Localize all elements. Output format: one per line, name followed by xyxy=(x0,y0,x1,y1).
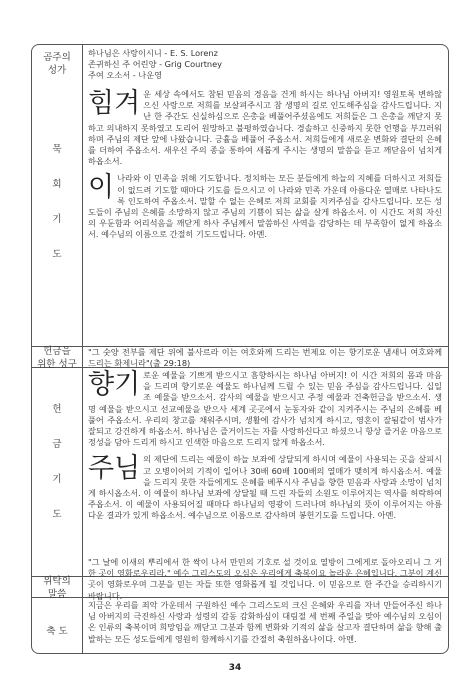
offering-verse: "그 숫양 전부를 제단 위에 불사르라 이는 여호와께 드리는 번제요 이는 향기로운 냄새니 여호와께 드리는 화제니라"(출 29:18) xyxy=(88,347,442,369)
pastoral-prayer-paragraph xyxy=(88,173,442,240)
label-hymn-line2: 성가 xyxy=(47,65,67,76)
drop-cap: 이 xyxy=(88,172,115,204)
benediction-text xyxy=(88,600,442,645)
paragraph-body: 의 제단에 드리는 예물이 하늘 보좌에 상달되게 하시며 예물이 사용되는 곳을 살피시고 오병이어의 기적이 일어나 30배 60배 100배의 열매가 맺히게 하시옵소서. 예물을 드리지 못한 자들에게도 은혜를 베푸시사 주님을 향한 믿음과 사랑과 소망이 넘치게 하시옵소서. 이 예물이 하나님 보좌에 상달될 때 드린 자들의 소원도 이루어지는 역사를 허락하여 주옵소서. 이 예물이 사용되어질 때마다 하나님의 영광이 드러나며 하나님의 뜻이 이루어지는 아름다운 결과가 있게 하옵소서. 예수님으로 이름으로 감사하며 봉헌기도를 드립니다. 아멘. xyxy=(88,454,442,521)
label-offering-prayer-char: 금 xyxy=(52,439,62,450)
label-commission-line1: 위탁의 xyxy=(43,576,71,587)
label-column-divider xyxy=(82,45,83,653)
hymn-item: 존귀하신 주 어린양 - Grig Courtney xyxy=(88,59,222,70)
label-benediction-text: 축 도 xyxy=(46,626,68,637)
label-offering-prayer-char: 도 xyxy=(52,509,62,520)
label-offering-line2: 위한 성구 xyxy=(37,359,77,370)
hymn-item: 주여 오소서 - 나운영 xyxy=(88,70,163,81)
label-offering-line1: 헌금을 xyxy=(43,346,71,357)
label-offering-prayer-char: 헌 xyxy=(52,404,62,415)
offering-verse-text xyxy=(88,347,442,369)
label-pastoral-prayer-char: 묵 xyxy=(52,144,62,155)
worship-order-frame xyxy=(31,44,449,654)
label-pastoral-prayer-char: 도 xyxy=(52,249,62,260)
label-offering-prayer-char: 기 xyxy=(52,474,62,485)
drop-cap: 주님 xyxy=(88,453,141,485)
label-commission-line2: 말씀 xyxy=(47,589,67,600)
label-pastoral-prayer-char: 회 xyxy=(52,179,62,190)
offering-prayer-text xyxy=(88,370,442,522)
hymn-item: 하나님은 사랑이시니 - E. S. Lorenz xyxy=(88,48,218,58)
paragraph-body: 운 세상 속에서도 참된 믿음의 경음을 건게 하시는 하나님 아버지! 영원토록 변하않으신 사랑으로 저희를 보살펴주시고 참 생명의 길로 인도해주심을 감사드립니다. 지난 한 주간도 신실하심으로 은총을 베풀어주셨음에도 저희들은 그 은총을 깨닫지 못하고 의내하지 못하였고 도리어 원망하고 불평하였습니다. 경솔하고 신중하지 못한 언행을 부끄러워하며 주님의 제단 앞에 나왔습니다. 긍휼을 베풀어 주옵소서. 저희들에게 새로운 변화와 결단의 은혜를 더하여 주옵소서. 새우신 주의 종을 통하여 새롭게 주시는 생명의 말씀을 듣고 깨닫음이 넘치게 하옵소서. xyxy=(88,89,442,167)
label-commission xyxy=(32,575,82,601)
hymn-list xyxy=(88,48,442,82)
label-offering-verse xyxy=(32,345,82,371)
drop-cap: 힘겨 xyxy=(88,88,141,119)
drop-cap: 향기 xyxy=(88,369,141,400)
offering-prayer-paragraph xyxy=(88,454,442,521)
label-benediction xyxy=(32,625,82,638)
offering-prayer-paragraph xyxy=(88,370,442,448)
paragraph-body: 로운 예물을 기쁘게 받으시고 흠향하시는 하나님 아버지! 이 시간 저희의 몸과 마음을 드리며 향기로운 예물도 하나님께 드릴 수 있는 믿음 주심을 감사드립니다. 십일조 예물을 받으소서. 감사의 예물을 받으시고 주정 예물과 건축헌금을 받으소서. 생명 예물을 받으시고 선교예물을 받으사 세계 곳곳에서 눈동자와 같이 지켜주시는 주님의 은혜를 베풀어 주옵소서. 우리의 창고를 채워주시며, 생활에 감사가 넘치게 하시고, 영혼이 잘됨같이 범사가 잘되고 강건하게 하옵소서. 하나님은 즐거이드는 자를 사랑하신다고 하셨으니 항상 즐거운 마음으로 정성을 담아 드리게 하시고 인색한 마음으로 드리지 않게 하옵소서. xyxy=(88,370,442,448)
pastoral-prayer-paragraph xyxy=(88,89,442,167)
label-offering-prayer xyxy=(32,403,82,543)
page-number: 34 xyxy=(228,663,242,673)
commission-paragraph: "그 날에 이새의 뿌리에서 한 싹이 나서 만민의 기호로 설 것이요 열방이 그에게로 돌아오리니 그 거한 곳이 영화로우리라." 예수 그리스도의 오심은 우리에게 축복이요 놀라운 은혜입니다. 그분이 계신 곳이 영화로우며 그분을 믿는 자들 또한 영화롭게 될 것입니다. 이 믿음으로 한 주간을 승리하시기 바랍니다. xyxy=(88,557,442,601)
label-pastoral-prayer-char: 기 xyxy=(52,214,62,225)
benediction-paragraph: 지금은 우리를 죄악 가운데서 구원하신 예수 그리스도의 크신 은혜와 우리를 자녀 만들어주신 하나님 아버지의 극진하신 사랑과 성령의 감동 감화하심이 대림절 세 번째 주일을 맞아 예수님의 오심이 온 인류의 축복이며 희망임을 깨닫고 그분과 함께 변화와 기적의 삶을 살고자 결단하며 삶을 향해 출발하는 모든 성도들에게 영원히 함께하시기를 간절히 축원하옵나이다. 아멘. xyxy=(88,600,442,644)
paragraph-body: 나라와 이 민족을 위해 기도합니다. 정치하는 모든 분들에게 하늘의 지혜를 더하시고 저희들이 없드려 기도할 때마다 기도를 들으시고 이 나라와 민족 가운데 아름다운 열매로 나타나도록 인도하여 주옵소서. 말할 수 없는 은혜로 저희 교회를 지켜주심을 감사드립니다. 모든 성도들이 주님의 은혜를 소망하지 않고 주님의 기쁨이 되는 삶을 살게 하옵소서. 이 시간도 저희 자신의 우둔함과 어리석음을 깨닫게 하사 주님께서 말씀하신 사역을 감당하는 데 부족함이 없게 하옵소서. 예수님의 이름으로 간절히 기도드립니다. 아멘. xyxy=(88,173,442,240)
label-hymn-line1: 곰주의 xyxy=(43,52,71,63)
pastoral-prayer-text xyxy=(88,89,442,241)
commission-text xyxy=(88,557,442,602)
label-hymn xyxy=(32,51,82,77)
label-pastoral-prayer xyxy=(32,143,82,283)
